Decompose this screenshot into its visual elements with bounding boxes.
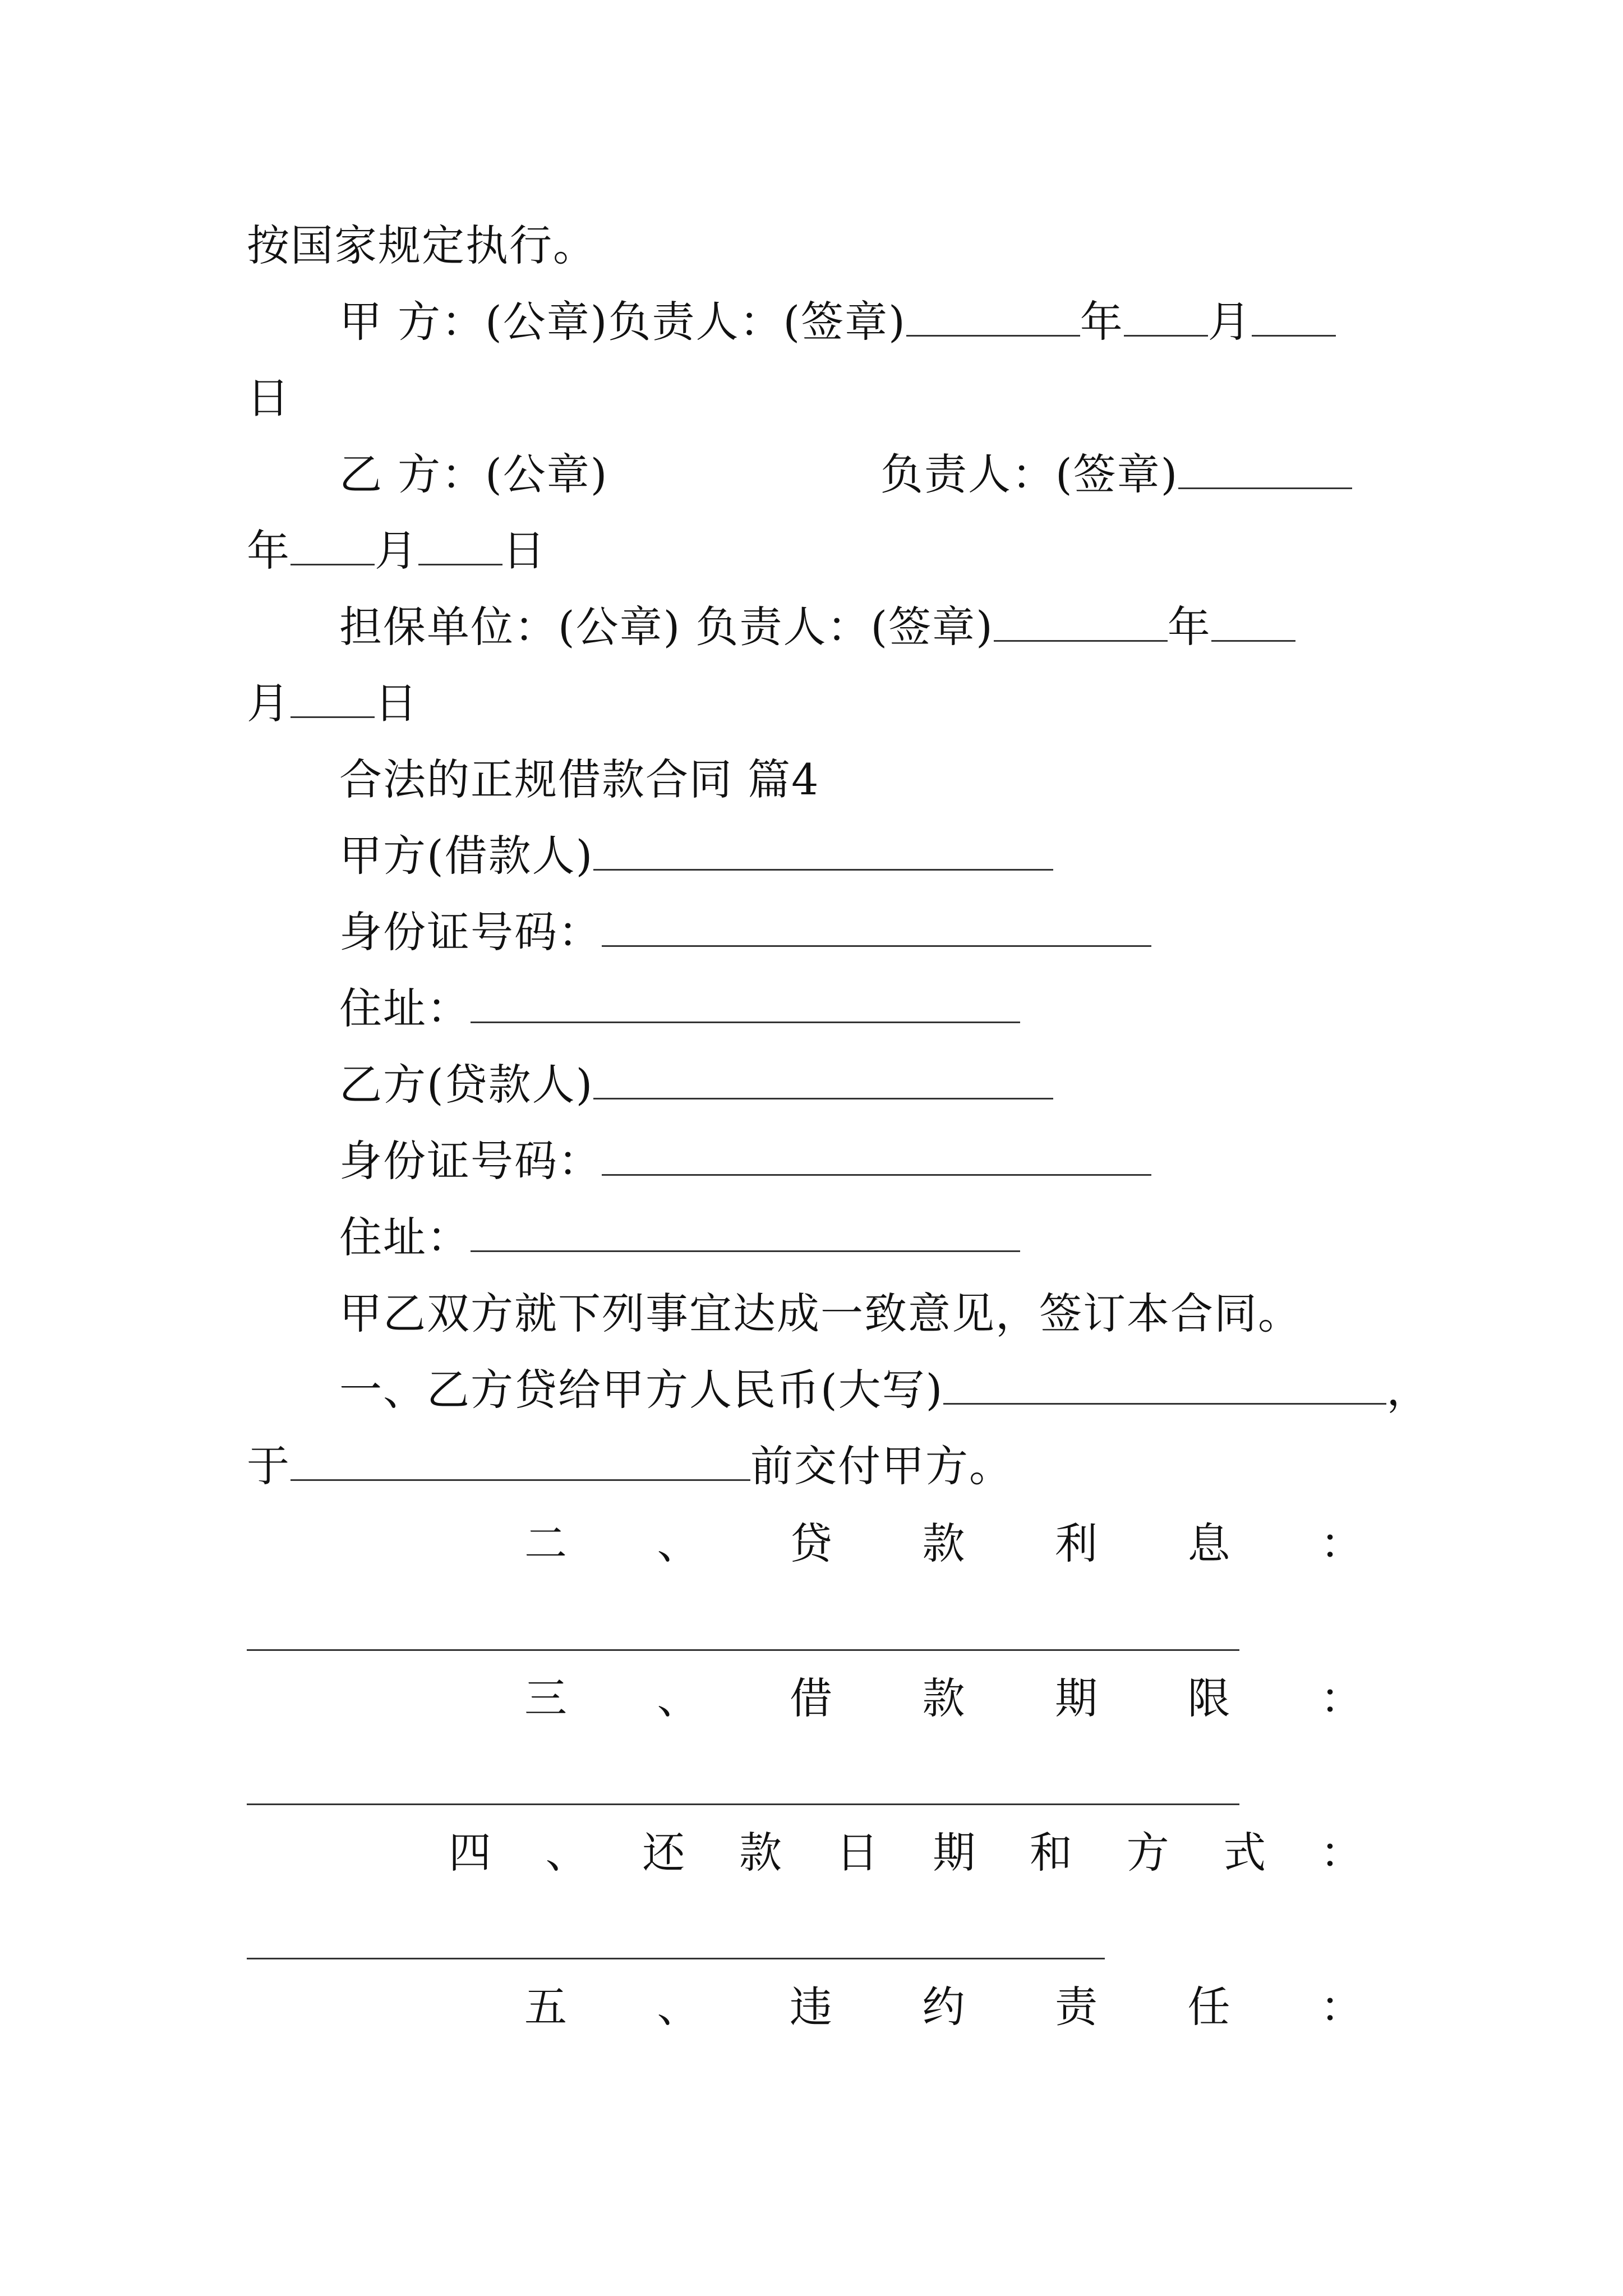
day-label: 日 [375,678,418,728]
signature-blank [906,301,1080,337]
clause-char: 、 [657,1673,700,1723]
party-b-signature-line-2 [880,449,1352,499]
clause-char: 、 [657,1982,700,2032]
day-label: 日 [502,526,546,576]
clause-char: 方 [1126,1828,1169,1878]
clause-4-blank-rule [247,1958,1105,1959]
party-b-label-2: 负责人：(签章) [880,449,1179,499]
section-title [339,754,820,804]
borrower-label: 甲方(借款人) [339,831,594,881]
month-blank [418,530,502,565]
year-label: 年 [1080,297,1124,347]
year-blank [1211,606,1295,642]
year-label: 年 [247,526,291,576]
lender-address-label: 住址： [339,1212,471,1262]
clause-2-heading [524,1519,1363,1568]
clause-1-text: 一、乙方贷给甲方人民币(大写) [339,1365,944,1415]
clause-char: 期 [933,1828,976,1878]
clause-char: 和 [1029,1828,1072,1878]
clause-char: 约 [922,1982,965,2032]
clause-char: 款 [922,1519,965,1568]
clause-char: 、 [545,1828,588,1878]
day-label: 日 [247,373,291,423]
clause-char: 任 [1187,1982,1230,2032]
agreement-intro-text: 甲乙双方就下列事宜达成一致意见，签订本合同。 [339,1289,1302,1338]
clause-char: ： [1320,1673,1363,1723]
clause-char: 违 [790,1982,832,2032]
clause-char: ： [1320,1519,1363,1568]
month-label: 月 [375,526,418,576]
text-line [247,373,291,423]
month-blank [291,683,375,718]
guarantor-date-line [247,678,418,728]
lender-line [339,1060,1053,1110]
year-blank [291,530,375,565]
clause-char: 利 [1055,1519,1098,1568]
borrower-address-blank [471,988,1020,1023]
clause-3-blank-rule [247,1803,1239,1805]
clause-4-heading [449,1828,1363,1878]
clause-1-prefix: 于 [247,1441,291,1491]
lender-id-blank [602,1140,1151,1176]
lender-address-line [339,1212,1020,1262]
borrower-id-blank [602,912,1151,947]
amount-blank [943,1369,1386,1405]
clause-char: 责 [1055,1982,1098,2032]
borrower-id-label: 身份证号码： [339,907,602,957]
clause-char: 四 [449,1828,491,1878]
text-line [247,220,597,270]
section-title-text: 合法的正规借款合同 篇4 [339,754,820,804]
party-a-signature-line [339,297,1336,347]
clause-char: 五 [524,1982,567,2032]
clause-char: 式 [1223,1828,1266,1878]
party-b-signature-line [339,449,608,499]
lender-blank [593,1064,1053,1099]
year-label: 年 [1167,602,1211,652]
clause-char: ： [1320,1982,1363,2032]
borrower-id-line [339,907,1151,957]
guarantor-signature-line [339,602,1295,652]
clause-char: 贷 [790,1519,832,1568]
month-label: 月 [247,678,291,728]
party-b-label: 乙 方：(公章) [339,449,608,499]
party-b-date-line [247,526,546,576]
borrower-line [339,831,1053,881]
lender-address-blank [471,1217,1020,1252]
signature-blank [1178,454,1352,489]
date-blank [291,1446,750,1481]
clause-char: 二 [524,1519,567,1568]
clause-char: 限 [1187,1673,1230,1723]
clause-char: 期 [1055,1673,1098,1723]
clause-char: 日 [836,1828,879,1878]
signature-blank [994,606,1168,642]
clause-char: 还 [642,1828,685,1878]
text-continued: 按国家规定执行。 [247,220,597,270]
month-blank [1252,301,1336,337]
agreement-intro [339,1289,1302,1338]
party-a-label: 甲 方：(公章)负责人：(签章) [339,297,906,347]
clause-char: 款 [739,1828,782,1878]
clause-char: 款 [922,1673,965,1723]
borrower-blank [593,835,1053,871]
clause-1-suffix: 前交付甲方。 [750,1441,1013,1491]
comma: ， [1386,1365,1431,1415]
month-label: 月 [1207,297,1252,347]
clause-char: ： [1320,1828,1363,1878]
clause-3-heading [524,1673,1363,1723]
clause-char: 息 [1187,1519,1230,1568]
clause-1-line-2 [247,1441,1013,1491]
clause-char: 借 [790,1673,832,1723]
clause-2-blank-rule [247,1649,1239,1651]
guarantor-label: 担保单位：(公章) 负责人：(签章) [339,602,994,652]
lender-label: 乙方(贷款人) [339,1060,594,1110]
lender-id-label: 身份证号码： [339,1136,602,1186]
clause-char: 、 [657,1519,700,1568]
borrower-address-line [339,983,1020,1033]
borrower-address-label: 住址： [339,983,471,1033]
clause-char: 三 [524,1673,567,1723]
lender-id-line [339,1136,1151,1186]
clause-1-line [339,1365,1431,1415]
clause-5-heading [524,1982,1363,2032]
year-blank [1124,301,1208,337]
